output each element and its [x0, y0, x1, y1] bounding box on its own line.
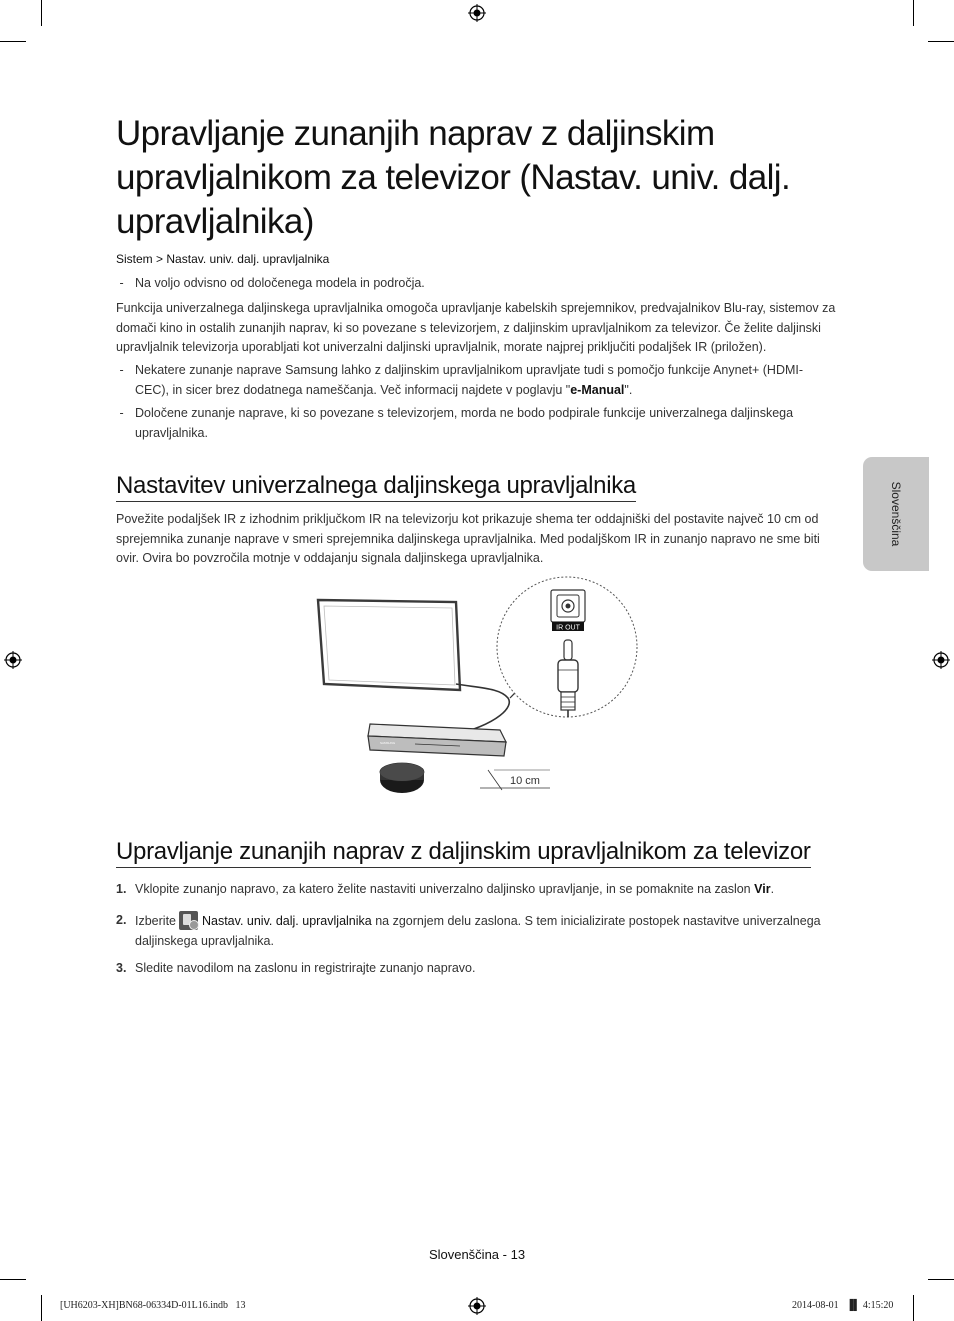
note-text: ".	[624, 382, 633, 397]
e-manual-reference: e-Manual	[570, 382, 625, 397]
breadcrumb	[116, 250, 329, 270]
note-samsung	[116, 361, 836, 400]
device-brand-label: SAMSUNG	[380, 741, 396, 745]
step-text: Izberite	[135, 914, 176, 928]
registration-mark-icon	[468, 1297, 486, 1315]
step-number: 2.	[116, 913, 127, 927]
bullet-dash: -	[116, 276, 124, 290]
side-tab-label: Slovenščina	[889, 481, 903, 547]
port-label: IR OUT	[556, 624, 580, 632]
note-text: Nekatere zunanje naprave Samsung lahko z daljinskim upravljalnikom upravljate tudi s pomočjo funkcije Anynet+ (HDMI-CEC), in sicer brez dodatnega nameščanja. Več informacij najdete v poglavju "	[135, 363, 804, 397]
note-availability	[116, 274, 836, 294]
step-item	[116, 911, 836, 951]
registration-mark-icon	[468, 4, 486, 22]
crop-mark	[41, 1295, 42, 1321]
crop-mark	[913, 0, 914, 26]
note-text: Na voljo odvisno od določenega modela in področja.	[135, 276, 425, 290]
note-support	[116, 404, 836, 443]
footer-file-info: [UH6203-XH]BN68-06334D-01L16.indb 13	[60, 1300, 246, 1311]
breadcrumb-item: Sistem	[116, 252, 153, 266]
language-side-tab	[863, 457, 929, 571]
distance-indicator	[480, 770, 550, 790]
section-paragraph: Povežite podaljšek IR z izhodnim priključkom IR na televizorju kot prikazuje shema ter oddajniški del postavite največ 10 cm od sprejemnika zunanje naprave v smeri sprejemnika daljinskega upravljalnika. Med podaljškom IR in zunanjo napravo ne sme biti ovir. Ovira bo povzročila motnje v oddajanju signala daljinskega upravljalnika.	[116, 512, 820, 565]
section-heading: Upravljanje zunanjih naprav z daljinskim upravljalnikom za televizor	[116, 838, 811, 868]
step-number: 1.	[116, 882, 127, 896]
breadcrumb-separator: >	[156, 252, 164, 266]
step-text: Sledite navodilom na zaslonu in registrirajte zunanjo napravo.	[135, 961, 476, 975]
page-title: Upravljanje zunanjih naprav z daljinskim upravljalnikom za televizor (Nastav. univ. dalj. upravljalnika)	[116, 114, 791, 241]
crop-mark	[0, 1279, 26, 1280]
registration-mark-icon	[4, 651, 22, 669]
bullet-dash: -	[116, 406, 124, 420]
intro-paragraph: Funkcija univerzalnega daljinskega upravljalnika omogoča upravljanje kabelskih sprejemnikov, predvajalnikov Blu-ray, sistemov za domači kino in ostalih zunanjih naprav, ki so povezane s televizorjem, z daljinskim upravljalnikom za televizor. Če želite daljinski upravljalnik televizorja uporabljati kot univerzalni daljinski upravljalnik, morate najprej priključiti podaljšek IR (priložen).	[116, 301, 836, 354]
breadcrumb-item: Nastav. univ. dalj. upravljalnika	[166, 252, 330, 266]
external-device-illustration	[368, 724, 506, 756]
step-keyword: Nastav. univ. dalj. upravljalnika	[201, 914, 372, 928]
step-text: Vklopite zunanjo napravo, za katero želite nastaviti univerzalno daljinsko upravljanje, in se pomaknite na zaslon	[135, 882, 755, 896]
step-text: na zgornjem delu zaslona. S tem inicializirate postopek nastavitve univerzalnega daljinskega upravljalnika.	[135, 914, 821, 948]
bullet-dash: -	[116, 363, 124, 377]
step-keyword: Vir	[754, 882, 771, 896]
registration-mark-icon	[932, 651, 950, 669]
section-heading: Nastavitev univerzalnega daljinskega upravljalnika	[116, 472, 636, 502]
crop-mark	[913, 1295, 914, 1321]
crop-mark	[41, 0, 42, 26]
tv-illustration	[318, 600, 460, 690]
page-number: Slovenščina - 13	[428, 1247, 526, 1262]
step-item	[116, 959, 836, 979]
crop-mark	[928, 1279, 954, 1280]
crop-mark	[928, 41, 954, 42]
distance-label: 10 cm	[510, 775, 540, 787]
footer-timestamp: 2014-08-01 ▐▌ 4:15:20	[792, 1300, 894, 1311]
step-item: 1. Vklopite zunanjo napravo, za katero želite nastaviti univerzalno daljinsko upravljanje, in se pomaknite na zaslon Vir.	[116, 880, 836, 900]
note-text: Določene zunanje naprave, ki so povezane s televizorjem, morda ne bodo podpirale funkcije univerzalnega daljinskega upravljalnika.	[135, 406, 794, 440]
settings-menu-icon	[179, 911, 198, 930]
step-number: 3.	[116, 961, 127, 975]
ir-blaster-illustration	[380, 763, 424, 793]
ir-out-port	[551, 590, 585, 632]
crop-mark	[0, 41, 26, 42]
ir-extender-diagram	[310, 574, 640, 806]
